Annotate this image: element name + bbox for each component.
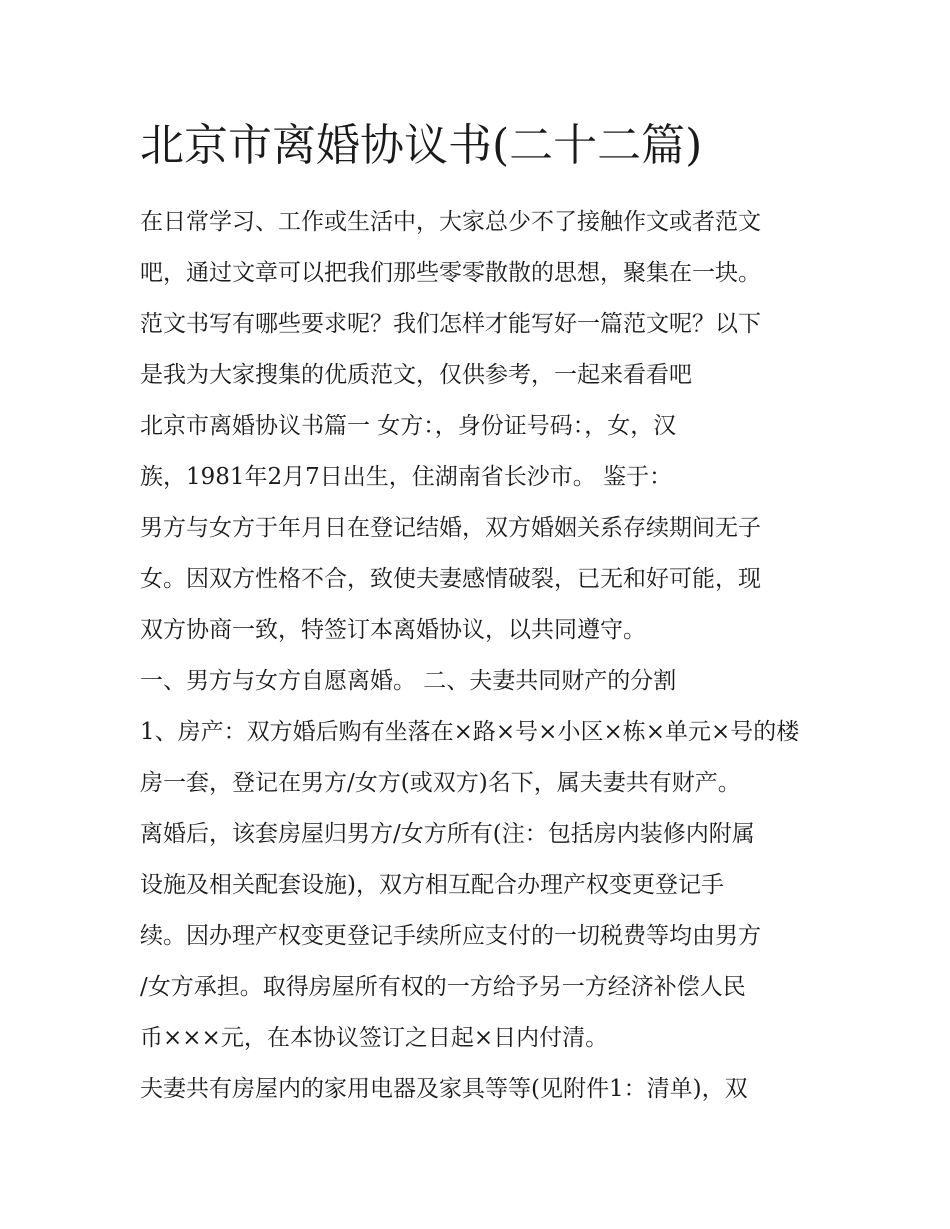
paragraph-line-6: 族，1981年2月7日出生，住湖南省长沙市。 鉴于： xyxy=(140,464,673,490)
paragraph-line-18: 夫妻共有房屋内的家用电器及家具等等(见附件1：清单)，双 xyxy=(140,1076,748,1102)
paragraph-line-8: 女。因双方性格不合，致使夫妻感情破裂，已无和好可能，现 xyxy=(140,566,761,592)
paragraph-line-9: 双方协商一致，特签订本离婚协议，以共同遵守。 xyxy=(140,617,646,643)
paragraph-line-15: 续。因办理产权变更登记手续所应支付的一切税费等均由男方 xyxy=(140,923,761,949)
paragraph-line-4: 是我为大家搜集的优质范文，仅供参考，一起来看看吧 xyxy=(140,362,692,388)
paragraph-line-13: 离婚后，该套房屋归男方/女方所有(注：包括房内装修内附属 xyxy=(140,821,755,847)
paragraph-line-11: 1、房产：双方婚后购有坐落在×路×号×小区×栋×单元×号的楼 xyxy=(140,719,800,745)
paragraph-line-2: 吧，通过文章可以把我们那些零零散散的思想，聚集在一块。 xyxy=(140,260,761,286)
paragraph-line-1: 在日常学习、工作或生活中，大家总少不了接触作文或者范文 xyxy=(140,209,761,235)
paragraph-line-5: 北京市离婚协议书篇一 女方：，身份证号码：，女，汉 xyxy=(140,413,677,439)
paragraph-line-14: 设施及相关配套设施)，双方相互配合办理产权变更登记手 xyxy=(140,872,724,898)
paragraph-line-7: 男方与女方于年月日在登记结婚，双方婚姻关系存续期间无子 xyxy=(140,515,761,541)
paragraph-line-10: 一、男方与女方自愿离婚。 二、夫妻共同财产的分割 xyxy=(140,668,677,694)
paragraph-line-3: 范文书写有哪些要求呢？我们怎样才能写好一篇范文呢？以下 xyxy=(140,311,761,337)
paragraph-line-17: 币×××元，在本协议签订之日起×日内付清。 xyxy=(140,1025,609,1051)
document-title: 北京市离婚协议书(二十二篇) xyxy=(140,120,703,171)
paragraph-line-16: /女方承担。取得房屋所有权的一方给予另一方经济补偿人民 xyxy=(140,974,746,1000)
paragraph-line-12: 房一套，登记在男方/女方(或双方)名下，属夫妻共有财产。 xyxy=(140,770,741,796)
